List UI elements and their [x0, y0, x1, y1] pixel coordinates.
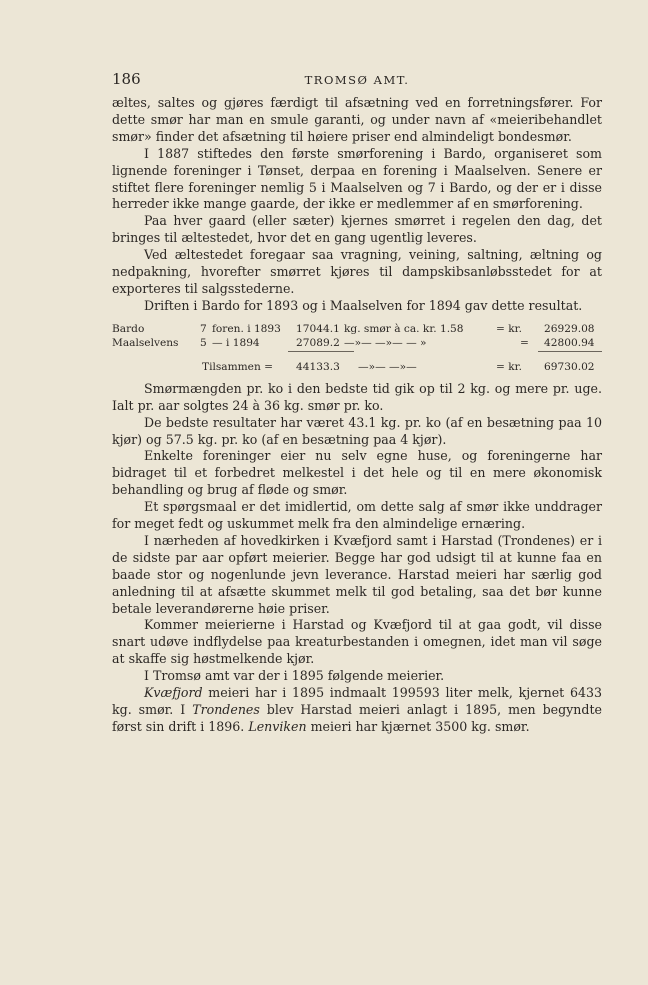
- table-eq: = kr.: [496, 322, 522, 335]
- table-place: Maalselvens: [112, 336, 179, 349]
- table-unit: kg. smør à ca. kr. 1.58: [344, 322, 464, 335]
- paragraph: Paa hver gaard (eller sæter) kjernes smørret i regelen den dag, det bringes til æltestedet, hvor det en gang ugentlig leveres.: [112, 213, 602, 246]
- results-table: [112, 321, 602, 381]
- paragraph: Smørmængden pr. ko i den bedste tid gik op til 2 kg. og mere pr. uge. Ialt pr. aar solgtes 24 à 36 kg. smør pr. ko.: [112, 380, 602, 413]
- paragraph: De bedste resultater har været 43.1 kg. pr. ko (af en besætning paa 10 kjør) og 57.5 kg. pr. ko (af en besætning paa 4 kjør).: [112, 414, 602, 447]
- running-title: TROMSØ AMT.: [304, 73, 410, 87]
- paragraph: I Tromsø amt var der i 1895 følgende meierier.: [144, 668, 445, 684]
- table-rule: [538, 351, 602, 352]
- paragraph: I nærheden af hovedkirken i Kvæfjord samt i Harstad (Trondenes) er i de sidste par aar opført meierier. Begge har god udsigt til at kunne faa en baade stor og nogenlunde jevn leverance. Harstad meieri har særlig god anledning til at afsætte skummet melk til god betaling, saa det bør kunne betale leverandørerne høie priser.: [112, 532, 602, 616]
- paragraph: Et spørgsmaal er det imidlertid, om dette salg af smør ikke unddrager for meget fedt og uskummet melk fra den almindelige ernæring.: [112, 499, 602, 532]
- text-part: blev Harstad meieri anlagt i 1895, men begyndte først sin drift i 1896.: [112, 702, 602, 734]
- page-body: [112, 95, 602, 736]
- place-lenviken: Lenviken: [248, 718, 307, 734]
- table-kg: 17044.1: [296, 322, 340, 335]
- table-eq: =: [520, 336, 529, 349]
- table-unit: —»— —»— — »: [344, 336, 427, 349]
- paragraph: I 1887 stiftedes den første smørforening i Bardo, organiseret som lignende foreninger i Tønset, derpaa en forening i Maalselven. Senere er stiftet flere foreninger nemlig 5 i Maalselven og 7 i Bardo, og der er i disse herreder ikke mange gaarde, der ikke er medlemmer af en smørforening.: [112, 145, 602, 212]
- table-total-kg: 44133.3: [296, 360, 340, 373]
- paragraph: Ved æltestedet foregaar saa vragning, veining, saltning, æltning og nedpakning, hvorefter smørret kjøres til dampskibsanløbsstedet for at exporteres til salgsstederne.: [112, 247, 602, 296]
- paragraph: æltes, saltes og gjøres færdigt til afsætning ved en forretningsfører. For dette smør har man en smule garanti, og under navn af «meieribehandlet smør» finder det afsætning til høiere priser end almindeligt bondesmør.: [112, 95, 602, 144]
- place-kvaefjord: Kvæfjord: [144, 685, 203, 701]
- table-total-eq: = kr.: [496, 360, 522, 373]
- table-rule: [288, 351, 354, 352]
- place-trondenes: Trondenes: [192, 702, 260, 717]
- table-place: Bardo: [112, 322, 145, 335]
- table-label: — i 1894: [212, 336, 260, 349]
- paragraph: Enkelte foreninger eier nu selv egne huse, og foreningerne har bidraget til et forbedret melkestel i det hele og til en mere økonomisk behandling og brug af fløde og smør.: [112, 448, 602, 498]
- table-kg: 27089.2: [296, 336, 340, 349]
- table-count: 5: [200, 336, 207, 349]
- paragraph: Driften i Bardo for 1893 og i Maalselven for 1894 gav dette resultat.: [144, 297, 583, 313]
- page-number: 186: [112, 70, 141, 88]
- paragraph-meierier: [112, 685, 602, 736]
- table-label: foren. i 1893: [212, 322, 281, 335]
- table-total-label: Tilsammen =: [202, 360, 274, 373]
- table-total-unit: —»— —»—: [358, 360, 417, 373]
- text-part: meieri har kjærnet 3500 kg. smør.: [306, 718, 530, 734]
- text-part: meieri har i 1895 indmaalt 199593 liter melk, kjernet 6433 kg. smør. I: [112, 685, 602, 717]
- page-header: [112, 70, 602, 90]
- table-count: 7: [200, 322, 207, 335]
- table-value: 26929.08: [544, 322, 595, 335]
- paragraph: Kommer meierierne i Harstad og Kvæfjord til at gaa godt, vil disse snart udøve indflydelse paa kreaturbestanden i omegnen, idet man vil søge at skaffe sig høstmelkende kjør.: [112, 617, 602, 667]
- table-value: 42800.94: [544, 336, 595, 349]
- table-total-value: 69730.02: [544, 360, 595, 373]
